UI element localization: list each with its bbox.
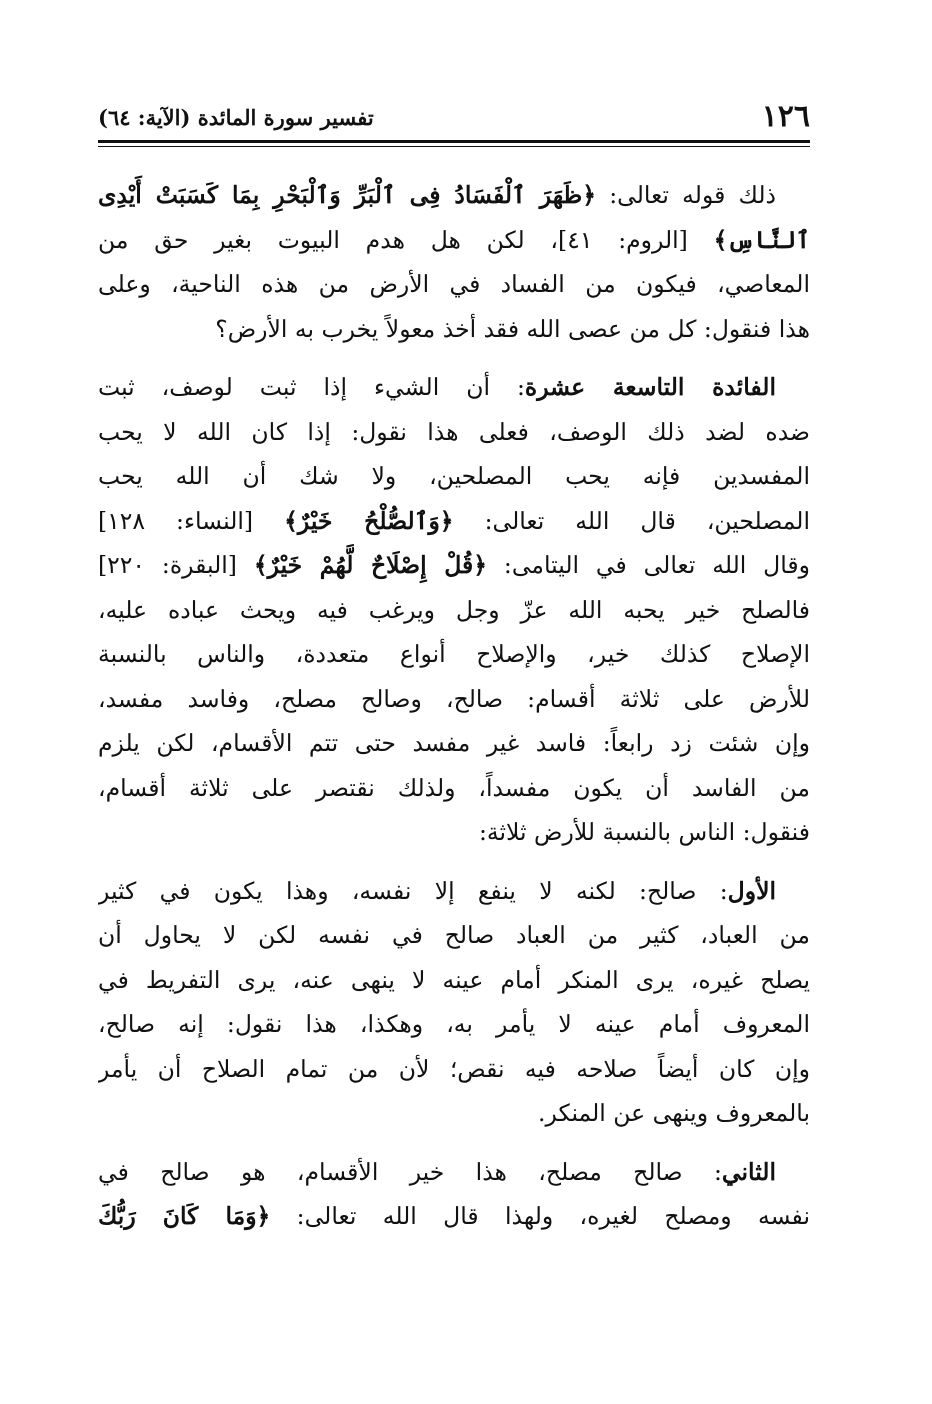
text-line bbox=[98, 677, 810, 722]
quran-verse: ﴿وَٱلصُّلْحُ خَيْرٌ﴾ bbox=[284, 506, 454, 535]
text-line bbox=[98, 958, 810, 1003]
text-run: ضده لضد ذلك الوصف، فعلى هذا نقول: إذا كان الله لا يحب bbox=[98, 417, 810, 446]
section-lead: الأول bbox=[727, 876, 776, 905]
text-line bbox=[98, 1194, 810, 1239]
text-run: : صالح: لكنه لا ينفع إلا نفسه، وهذا يكون في كثير bbox=[98, 876, 728, 905]
text-run: يصلح غيره، يرى المنكر أمام عينه لا ينهى عنه، يرى التفريط في bbox=[98, 965, 810, 994]
paragraph bbox=[98, 365, 810, 855]
text-line bbox=[98, 1047, 810, 1092]
text-run: : أن الشيء إذا ثبت لوصف، ثبت bbox=[98, 373, 525, 401]
text-run: وقال الله تعالى في اليتامى: bbox=[487, 551, 810, 579]
text-line bbox=[98, 588, 810, 633]
header-rule-thick bbox=[98, 140, 810, 143]
text-run: [البقرة: ٢٢٠] bbox=[98, 551, 254, 579]
text-run: المصلحين، قال الله تعالى: bbox=[453, 506, 810, 535]
text-line bbox=[98, 262, 810, 307]
text-run: [النساء: ١٢٨] bbox=[98, 506, 285, 535]
text-run: من العباد، كثير من العباد صالح في نفسه لكن لا يحاول أن bbox=[98, 921, 810, 949]
running-title: تفسير سورة المائدة (الآية: ٦٤) bbox=[98, 105, 374, 130]
text-run: نفسه ومصلح لغيره، ولهذا قال الله تعالى: bbox=[270, 1202, 810, 1230]
section-lead: الثاني bbox=[721, 1157, 776, 1186]
text-run: [الروم: ٤١]، لكن هل هدم البيوت بغير حق من bbox=[98, 225, 714, 254]
text-run: : صالح مصلح، هذا خير الأقسام، هو صالح في bbox=[98, 1157, 722, 1186]
text-line bbox=[98, 913, 810, 958]
text-line bbox=[98, 307, 810, 352]
quran-verse: ﴿ظَهَرَ ٱلْفَسَادُ فِى ٱلْبَرِّ وَٱلْبَحْرِ بِمَا كَسَبَتْ أَيْدِى bbox=[98, 181, 597, 209]
text-line bbox=[98, 365, 810, 410]
text-line bbox=[98, 218, 810, 263]
text-line bbox=[98, 1150, 810, 1195]
page-number: ١٢٦ bbox=[761, 99, 810, 134]
text-line bbox=[98, 869, 810, 914]
text-line bbox=[98, 766, 810, 811]
quran-verse: ٱلنَّاسِ﴾ bbox=[713, 225, 810, 254]
text-line bbox=[98, 632, 810, 677]
text-run: فنقول: الناس بالنسبة للأرض ثلاثة: bbox=[478, 818, 810, 846]
text-run: فالصلح خير يحبه الله عزّ وجل ويرغب فيه ويحث عباده عليه، bbox=[98, 595, 810, 624]
text-line bbox=[98, 499, 810, 544]
book-page bbox=[98, 88, 810, 1328]
text-line bbox=[98, 1091, 810, 1136]
text-run: ذلك قوله تعالى: bbox=[596, 181, 776, 209]
paragraph bbox=[98, 1150, 810, 1239]
quran-verse: ﴿وَمَا كَانَ رَبُّكَ bbox=[98, 1202, 271, 1230]
quran-verse: ﴿قُلْ إِصْلَاحٌ لَّهُمْ خَيْرٌ﴾ bbox=[253, 551, 488, 579]
text-line bbox=[98, 543, 810, 588]
text-line bbox=[98, 454, 810, 499]
text-run: هذا فنقول: كل من عصى الله فقد أخذ معولاً يخرب به الأرض؟ bbox=[215, 314, 810, 343]
text-run: المفسدين فإنه يحب المصلحين، ولا شك أن الله يحب bbox=[98, 462, 810, 490]
text-run: وإن شئت زد رابعاً: فاسد غير مفسد حتى تتم الأقسام، لكن يلزم bbox=[98, 729, 810, 757]
paragraph bbox=[98, 869, 810, 1136]
text-line bbox=[98, 810, 810, 855]
page-header bbox=[98, 88, 810, 132]
text-run: المعروف أمام عينه لا يأمر به، وهكذا، هذا نقول: إنه صالح، bbox=[98, 1010, 810, 1038]
text-line bbox=[98, 173, 810, 218]
text-line bbox=[98, 410, 810, 455]
text-run: للأرض على ثلاثة أقسام: صالح، وصالح مصلح، وفاسد مفسد، bbox=[98, 684, 810, 713]
section-lead: الفائدة التاسعة عشرة bbox=[524, 373, 776, 401]
header-rule-thin bbox=[98, 146, 810, 147]
text-line bbox=[98, 721, 810, 766]
text-run: الإصلاح كذلك خير، والإصلاح أنواع متعددة، والناس بالنسبة bbox=[98, 640, 810, 668]
text-run: وإن كان أيضاً صلاحه فيه نقص؛ لأن من تمام الصلاح أن يأمر bbox=[98, 1054, 810, 1083]
text-line bbox=[98, 1002, 810, 1047]
paragraph bbox=[98, 173, 810, 351]
text-run: بالمعروف وينهى عن المنكر. bbox=[538, 1099, 810, 1127]
text-run: المعاصي، فيكون من الفساد في الأرض من هذه الناحية، وعلى bbox=[98, 270, 810, 298]
body-text bbox=[98, 173, 810, 1239]
text-run: من الفاسد أن يكون مفسداً، ولذلك نقتصر على ثلاثة أقسام، bbox=[98, 773, 810, 802]
